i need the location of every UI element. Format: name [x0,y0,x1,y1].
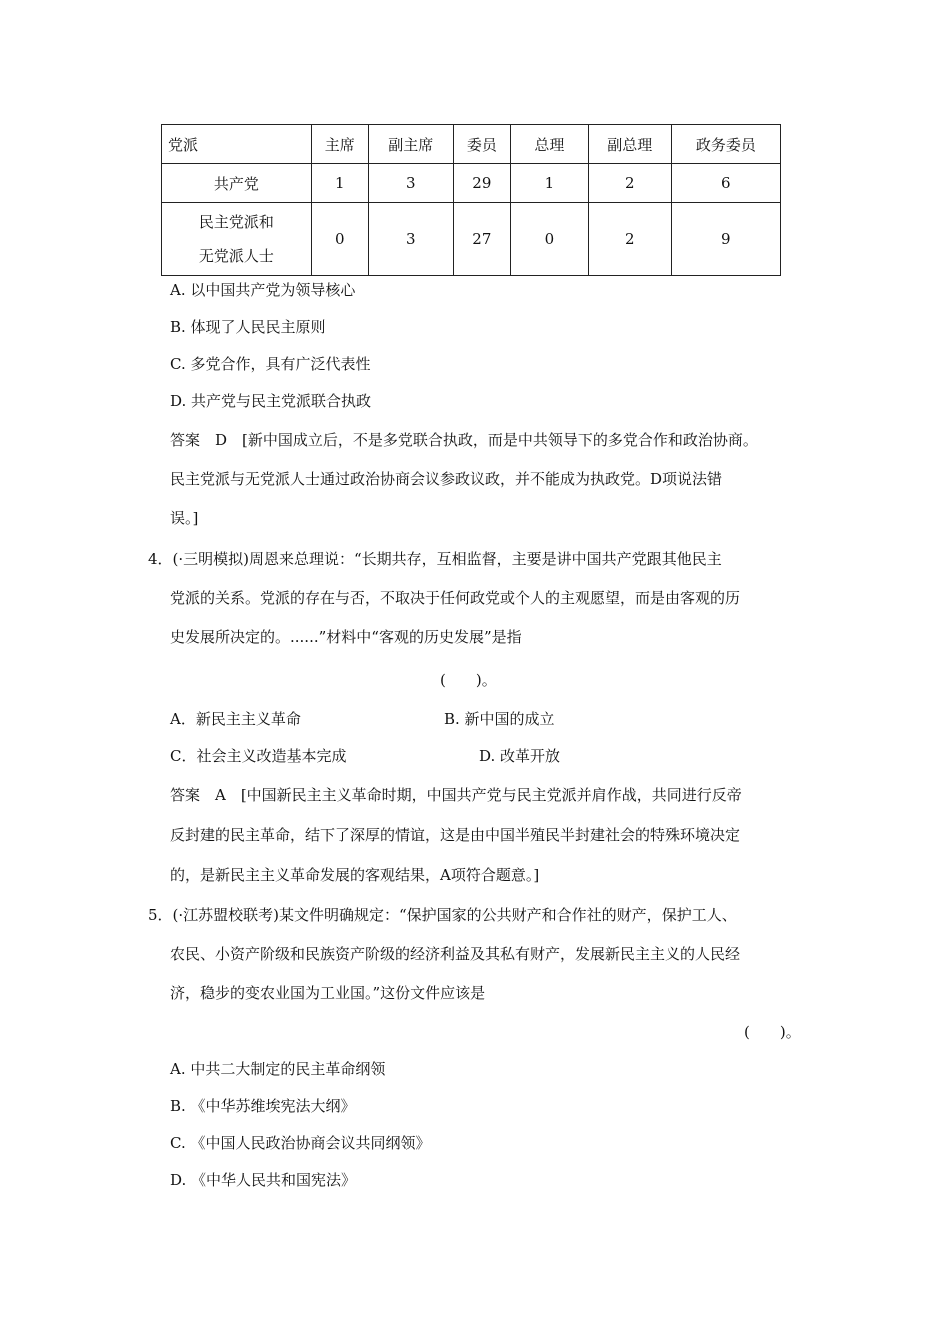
q4-answer-line: 答案 A [中国新民主主义革命时期，中国共产党与民主党派并肩作战，共同进行反帝 [170,786,742,804]
q3-answer-line: 民主党派与无党派人士通过政治协商会议参政议政，并不能成为执政党。D项说法错 [170,470,723,488]
table-row-label-line: 无党派人士 [198,247,274,265]
table-header-cell: 主席 [311,125,368,164]
q5-option-c: C. 《中国人民政治协商会议共同纲领》 [170,1134,431,1152]
q3-option-b: B. 体现了人民民主原则 [170,318,326,336]
table-row-label [162,203,312,276]
party-table [161,124,781,276]
q3-option-a: A. 以中国共产党为领导核心 [170,281,356,299]
table-row-label: 共产党 [162,164,312,203]
table-cell: 1 [311,164,368,203]
table-row-label-line: 民主党派和 [198,213,274,231]
table-header-cell: 委员 [453,125,510,164]
q4-answer-bracket: ( )。 [440,671,497,689]
q5-stem-line: 5．(·江苏盟校联考)某文件明确规定：“保护国家的公共财产和合作社的财产，保护工人、 [148,906,737,924]
table-cell: 3 [368,164,453,203]
table-cell: 2 [588,203,671,276]
q3-answer-line: 答案 D [新中国成立后，不是多党联合执政，而是中共领导下的多党合作和政治协商。 [170,431,758,449]
table-header-cell: 政务委员 [671,125,780,164]
q3-option-d: D. 共产党与民主党派联合执政 [170,392,372,410]
table-cell: 0 [311,203,368,276]
q4-stem-line: 史发展所决定的。......”材料中“客观的历史发展”是指 [170,628,522,646]
table-cell: 27 [453,203,510,276]
table-cell: 9 [671,203,780,276]
table-cell: 29 [453,164,510,203]
table-header-cell: 副总理 [588,125,671,164]
q4-option-b: B. 新中国的成立 [444,710,555,728]
table-header-cell: 党派 [162,125,312,164]
table-cell: 2 [588,164,671,203]
q5-option-d: D. 《中华人民共和国宪法》 [170,1171,357,1189]
q4-stem-line: 党派的关系。党派的存在与否，不取决于任何政党或个人的主观愿望，而是由客观的历 [170,589,741,607]
q3-answer-line: 误。] [170,509,199,527]
q5-stem-line: 济，稳步的变农业国为工业国。”这份文件应该是 [170,984,486,1002]
q4-option-c: C．社会主义改造基本完成 [170,747,347,765]
table-cell: 6 [671,164,780,203]
table-header-cell: 总理 [510,125,588,164]
table-cell: 1 [510,164,588,203]
q5-answer-bracket: ( )。 [744,1023,801,1041]
table-row [162,164,781,203]
q3-option-c: C. 多党合作，具有广泛代表性 [170,355,371,373]
q5-option-a: A. 中共二大制定的民主革命纲领 [170,1060,386,1078]
q4-answer-line: 反封建的民主革命，结下了深厚的情谊，这是由中国半殖民半封建社会的特殊环境决定 [170,826,741,844]
table-cell: 3 [368,203,453,276]
q4-option-a: A．新民主主义革命 [170,710,301,728]
table-header-row [162,125,781,164]
q5-stem-line: 农民、小资产阶级和民族资产阶级的经济利益及其私有财产，发展新民主主义的人民经 [170,945,741,963]
q4-answer-line: 的，是新民主主义革命发展的客观结果，A项符合题意。] [170,866,540,884]
q5-option-b: B. 《中华苏维埃宪法大纲》 [170,1097,356,1115]
table-cell: 0 [510,203,588,276]
q4-option-d: D. 改革开放 [479,747,561,765]
table-header-cell: 副主席 [368,125,453,164]
q4-stem-line: 4．(·三明模拟)周恩来总理说：“长期共存，互相监督，主要是讲中国共产党跟其他民主 [148,550,722,568]
table-row [162,203,781,276]
